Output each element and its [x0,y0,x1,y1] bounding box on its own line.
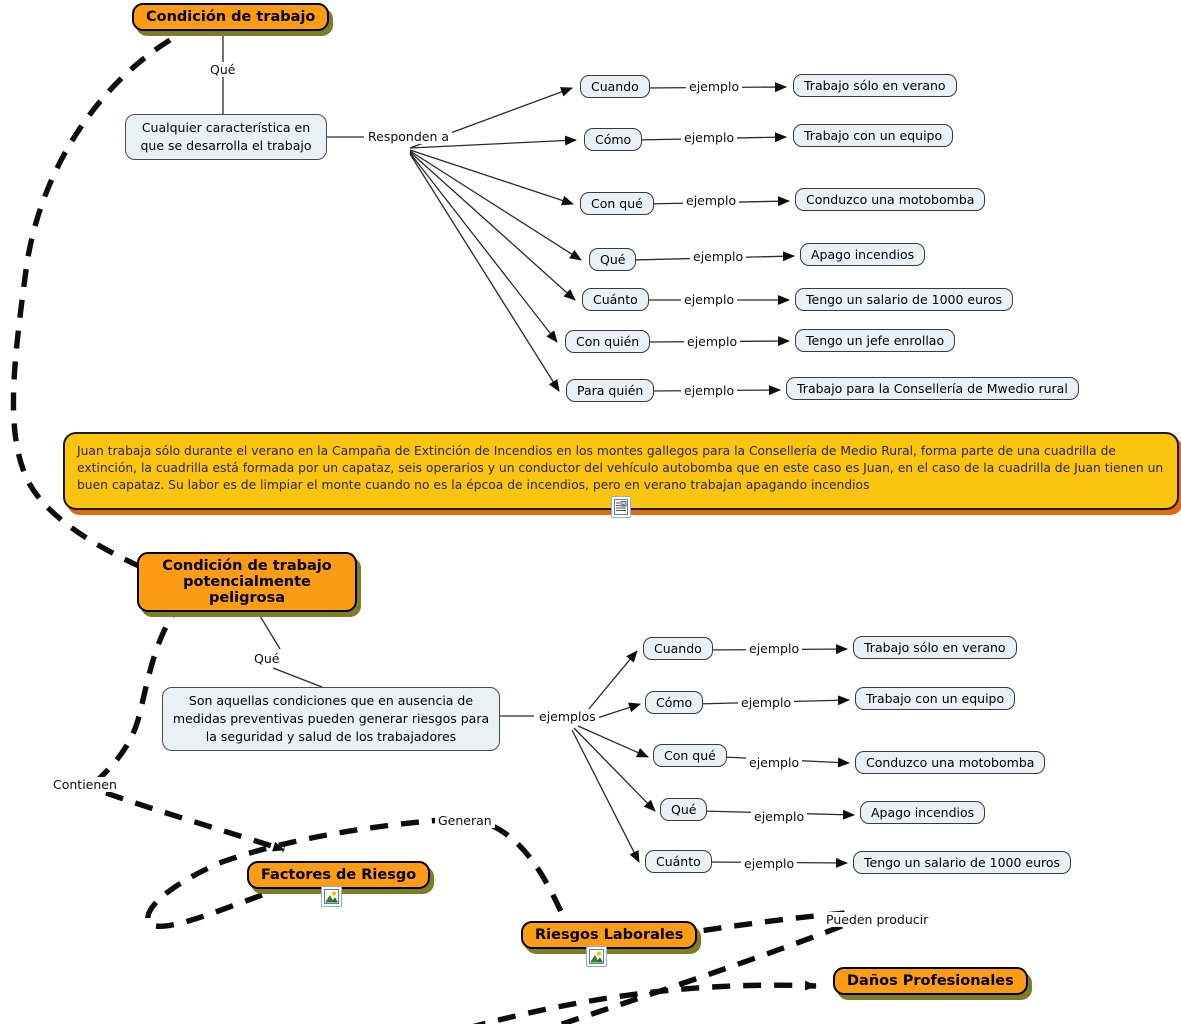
example-box[interactable]: Trabajo con un equipo [793,124,953,147]
dashed-link-pueden-producir-c [468,985,816,1024]
fan1-que [410,151,581,260]
story-text: Juan trabaja sólo durante el verano en la Campaña de Extinción de Incendios en los montes gallegos para la Consellería de Medio Rural, forma parte de una cuadrilla de extinción, la cuadrilla está formada por un capataz, seis operarios y un conductor del vehículo autobomba que en este caso es Juan, en el caso de la cuadrilla de Juan tienen un buen capataz. Su labor es de limpiar el monte cuando no es la épcoa de incendios, pero en verano trabajan apagando incendios [77,444,1164,492]
concept-node-condicion-peligrosa[interactable]: Condición de trabajo potencialmente peligrosa [137,552,357,612]
document-image-icon[interactable] [611,496,631,518]
question-box-cuanto-1[interactable]: Cuánto [582,288,649,311]
question-box-conque-2[interactable]: Con qué [653,744,727,767]
question-box-cuando-2[interactable]: Cuando [643,637,713,660]
example-box[interactable]: Tengo un salario de 1000 euros [795,288,1013,311]
concept-node-factores-de-riesgo[interactable]: Factores de Riesgo [247,861,430,889]
question-box-paraquien-1[interactable]: Para quién [566,379,654,402]
concept-box-definition-2[interactable]: Son aquellas condiciones que en ausencia de medidas preventivas pueden generar riesgos para la seguridad y salud de los trabajadores [162,687,500,751]
linking-label-ejemplos[interactable]: ejemplos [536,709,599,724]
question-box-que-1[interactable]: Qué [589,248,636,271]
example-box[interactable]: Conduzco una motobomba [795,188,985,211]
concept-node-riesgos-laborales[interactable]: Riesgos Laborales [521,921,697,949]
question-box-como-2[interactable]: Cómo [645,691,703,714]
question-box-como-1[interactable]: Cómo [584,128,642,151]
linking-label-ejemplo[interactable]: ejemplo [746,755,802,770]
image-icon[interactable] [321,886,342,907]
linking-label-ejemplo[interactable]: ejemplo [741,856,797,871]
fan2-conque [578,726,648,757]
linking-label-ejemplo[interactable]: ejemplo [681,292,737,307]
fan1-conquien [410,153,557,342]
example-box[interactable]: Trabajo sólo en verano [853,636,1017,659]
concept-box-definition-1[interactable]: Cualquier característica en que se desarrolla el trabajo [125,114,327,160]
linking-label-ejemplo[interactable]: ejemplo [690,249,746,264]
linking-label-ejemplo[interactable]: ejemplo [686,79,742,94]
document-image-glyph [614,499,628,515]
example-box[interactable]: Trabajo con un equipo [855,687,1015,710]
question-box-cuanto-2[interactable]: Cuánto [645,850,712,873]
example-box[interactable]: Trabajo sólo en verano [793,74,957,97]
linking-label-que-1[interactable]: Qué [207,62,238,77]
image-glyph [589,949,604,964]
linking-label-ejemplo[interactable]: ejemplo [738,695,794,710]
fan2-que [574,728,655,811]
linking-label-ejemplo[interactable]: ejemplo [681,130,737,145]
question-box-cuando-1[interactable]: Cuando [580,75,650,98]
fan2-cuanto [572,730,639,862]
linking-label-ejemplo[interactable]: ejemplo [681,383,737,398]
concept-node-condicion-de-trabajo[interactable]: Condición de trabajo [132,3,329,31]
linking-label-contienen[interactable]: Contienen [50,777,120,792]
story-note[interactable] [63,432,1179,510]
example-box[interactable]: Tengo un salario de 1000 euros [853,851,1071,874]
linking-label-pueden-producir[interactable]: Pueden producir [823,912,931,927]
concept-node-danos-profesionales[interactable]: Daños Profesionales [833,967,1028,995]
fan1-paraquien [410,154,559,391]
example-box[interactable]: Conduzco una motobomba [855,751,1045,774]
question-box-conquien-1[interactable]: Con quién [565,330,650,353]
fan1-conque [410,150,573,204]
example-box[interactable]: Apago incendios [800,243,925,266]
dashed-link-pueden-producir-a [673,913,845,935]
link-que-2b [273,668,322,687]
linking-label-responden-a[interactable]: Responden a [365,129,452,144]
image-glyph [324,889,339,904]
fan1-cuanto [410,152,575,300]
example-box[interactable]: Apago incendios [860,801,985,824]
linking-label-ejemplo[interactable]: ejemplo [684,334,740,349]
linking-label-ejemplo[interactable]: ejemplo [751,809,807,824]
linking-label-ejemplo[interactable]: ejemplo [683,193,739,208]
linking-label-que-2[interactable]: Qué [251,651,282,666]
linking-label-generan[interactable]: Generan [435,813,495,828]
image-icon[interactable] [586,946,607,967]
example-box[interactable]: Tengo un jefe enrollao [795,329,955,352]
question-box-conque-1[interactable]: Con qué [580,192,654,215]
example-box[interactable]: Trabajo para la Consellería de Mwedio rural [786,377,1079,400]
dashed-link-contienen-b [106,793,284,850]
question-box-que-2[interactable]: Qué [660,798,707,821]
linking-label-ejemplo[interactable]: ejemplo [746,641,802,656]
